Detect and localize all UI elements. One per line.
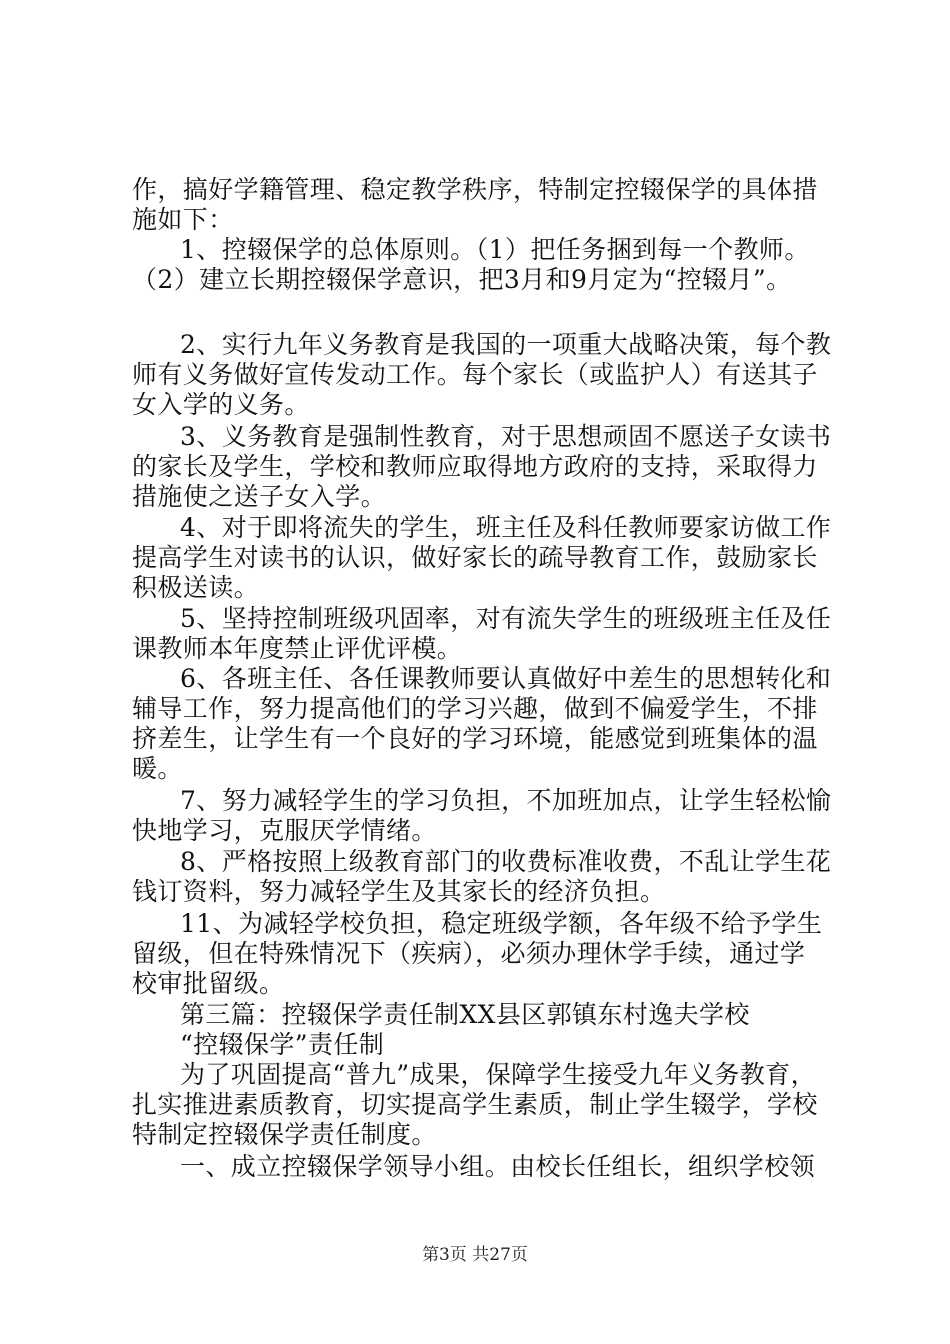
text-line: 师有义务做好宣传发动工作。每个家长（或监护人）有送其子 <box>132 360 818 389</box>
text-line: 钱订资料，努力减轻学生及其家长的经济负担。 <box>132 877 666 906</box>
text-line: 提高学生对读书的认识，做好家长的疏导教育工作，鼓励家长 <box>132 543 818 572</box>
text-line: 为了巩固提高“普九”成果，保障学生接受九年义务教育， <box>180 1060 816 1089</box>
section-heading: 第三篇：控辍保学责任制XX县区郭镇东村逸夫学校 <box>180 1000 750 1029</box>
text-line: 3、义务教育是强制性教育，对于思想顽固不愿送子女读书 <box>180 422 832 451</box>
text-line: 暖。 <box>132 754 183 783</box>
text-line: 措施使之送子女入学。 <box>132 482 387 511</box>
text-line: 挤差生，让学生有一个良好的学习环境，能感觉到班集体的温 <box>132 724 818 753</box>
text-line: 一、成立控辍保学领导小组。由校长任组长，组织学校领 <box>180 1152 816 1181</box>
text-line: 留级，但在特殊情况下（疾病），必须办理休学手续，通过学 <box>132 939 806 968</box>
text-line: 扎实推进素质教育，切实提高学生素质，制止学生辍学，学校 <box>132 1090 818 1119</box>
text-line: 快地学习，克服厌学情绪。 <box>132 816 437 845</box>
page-footer: 第3页 共27页 <box>422 1245 528 1265</box>
section-subheading: “控辍保学”责任制 <box>180 1030 385 1059</box>
text-line: 作，搞好学籍管理、稳定教学秩序，特制定控辍保学的具体措 <box>132 175 818 204</box>
text-line: 课教师本年度禁止评优评模。 <box>132 634 463 663</box>
text-line: 11、为减轻学校负担，稳定班级学额，各年级不给予学生 <box>180 909 823 938</box>
text-line: （2）建立长期控辍保学意识，把3月和9月定为“控辍月”。 <box>132 265 792 294</box>
text-line: 的家长及学生，学校和教师应取得地方政府的支持，采取得力 <box>132 452 818 481</box>
text-line: 辅导工作，努力提高他们的学习兴趣，做到不偏爱学生，不排 <box>132 694 818 723</box>
text-line: 1、控辍保学的总体原则。（1）把任务捆到每一个教师。 <box>180 235 810 264</box>
text-line: 5、坚持控制班级巩固率，对有流失学生的班级班主任及任 <box>180 604 832 633</box>
text-line: 校审批留级。 <box>132 969 285 998</box>
text-line: 6、各班主任、各任课教师要认真做好中差生的思想转化和 <box>180 664 832 693</box>
text-line: 4、对于即将流失的学生，班主任及科任教师要家访做工作 <box>180 513 832 542</box>
text-line: 7、努力减轻学生的学习负担，不加班加点，让学生轻松愉 <box>180 786 832 815</box>
text-line: 2、实行九年义务教育是我国的一项重大战略决策，每个教 <box>180 330 832 359</box>
text-line: 施如下： <box>132 205 234 234</box>
text-line: 8、严格按照上级教育部门的收费标准收费，不乱让学生花 <box>180 847 832 876</box>
text-line: 积极送读。 <box>132 573 260 602</box>
text-line: 女入学的义务。 <box>132 390 310 419</box>
text-line: 特制定控辍保学责任制度。 <box>132 1120 437 1149</box>
